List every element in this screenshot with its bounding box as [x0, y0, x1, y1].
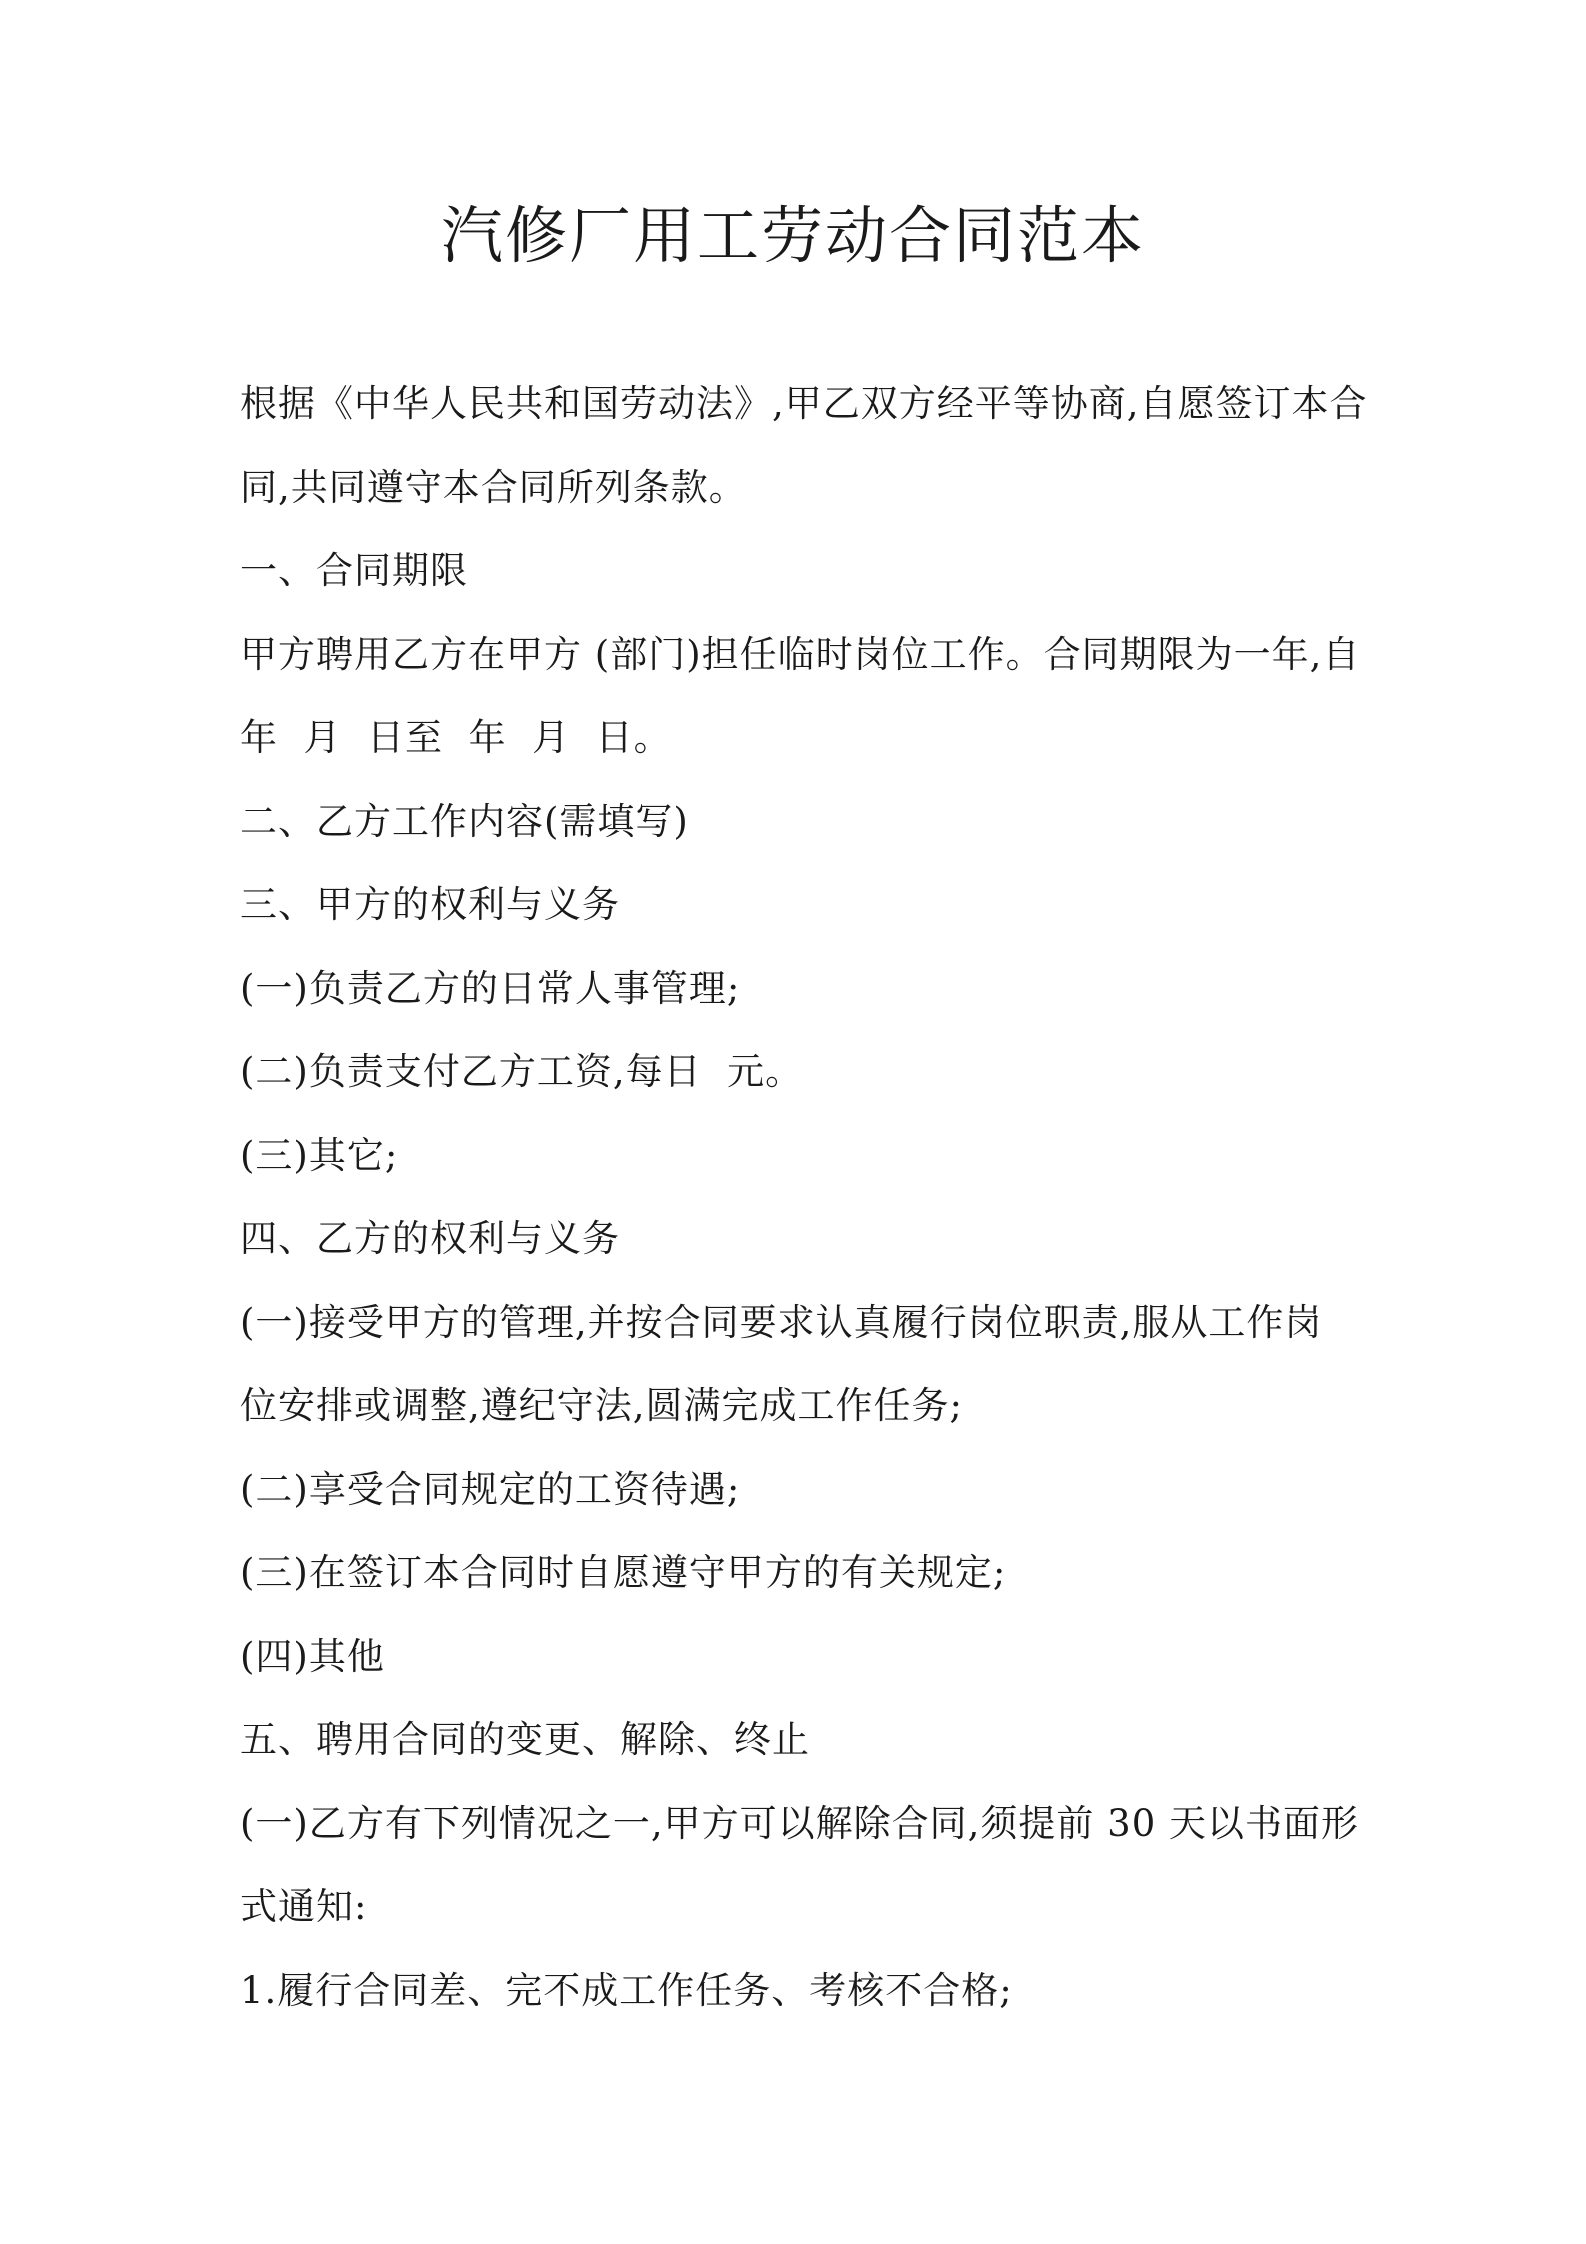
change-item-1-line-1: (一)乙方有下列情况之一,甲方可以解除合同,须提前 30 天以书面形 — [240, 1801, 1359, 1845]
document-title: 汽修厂用工劳动合同范本 — [440, 199, 1145, 272]
party-b-item-3: (三)在签订本合同时自愿遵守甲方的有关规定; — [240, 1551, 1007, 1594]
party-b-item-4: (四)其他 — [240, 1634, 385, 1678]
party-a-item-2: (二)负责支付乙方工资,每日 元。 — [240, 1050, 804, 1093]
term-line-2: 年 月 日至 年 月 日。 — [240, 716, 672, 759]
section-heading-change: 五、聘用合同的变更、解除、终止 — [240, 1718, 810, 1761]
party-b-item-2: (二)享受合同规定的工资待遇; — [240, 1467, 741, 1511]
section-heading-term: 一、合同期限 — [240, 549, 468, 592]
section-heading-party-a: 三、甲方的权利与义务 — [240, 883, 620, 926]
party-b-item-1-line-2: 位安排或调整,遵纪守法,圆满完成工作任务; — [240, 1384, 963, 1427]
section-heading-work-content: 二、乙方工作内容(需填写) — [240, 799, 689, 843]
intro-line-2: 同,共同遵守本合同所列条款。 — [240, 465, 747, 509]
document-body — [240, 362, 1368, 2032]
intro-line-1: 根据《中华人民共和国劳动法》,甲乙双方经平等协商,自愿签订本合 — [240, 382, 1368, 425]
party-a-item-3: (三)其它; — [240, 1133, 399, 1177]
change-subitem-1: 1.履行合同差、完不成工作任务、考核不合格; — [240, 1968, 1013, 2012]
term-line-1: 甲方聘用乙方在甲方 (部门)担任临时岗位工作。合同期限为一年,自 — [240, 632, 1361, 676]
party-a-item-1: (一)负责乙方的日常人事管理; — [240, 966, 741, 1010]
section-heading-party-b: 四、乙方的权利与义务 — [240, 1217, 620, 1260]
change-item-1-line-2: 式通知: — [240, 1885, 368, 1928]
party-b-item-1-line-1: (一)接受甲方的管理,并按合同要求认真履行岗位职责,服从工作岗 — [240, 1300, 1323, 1344]
